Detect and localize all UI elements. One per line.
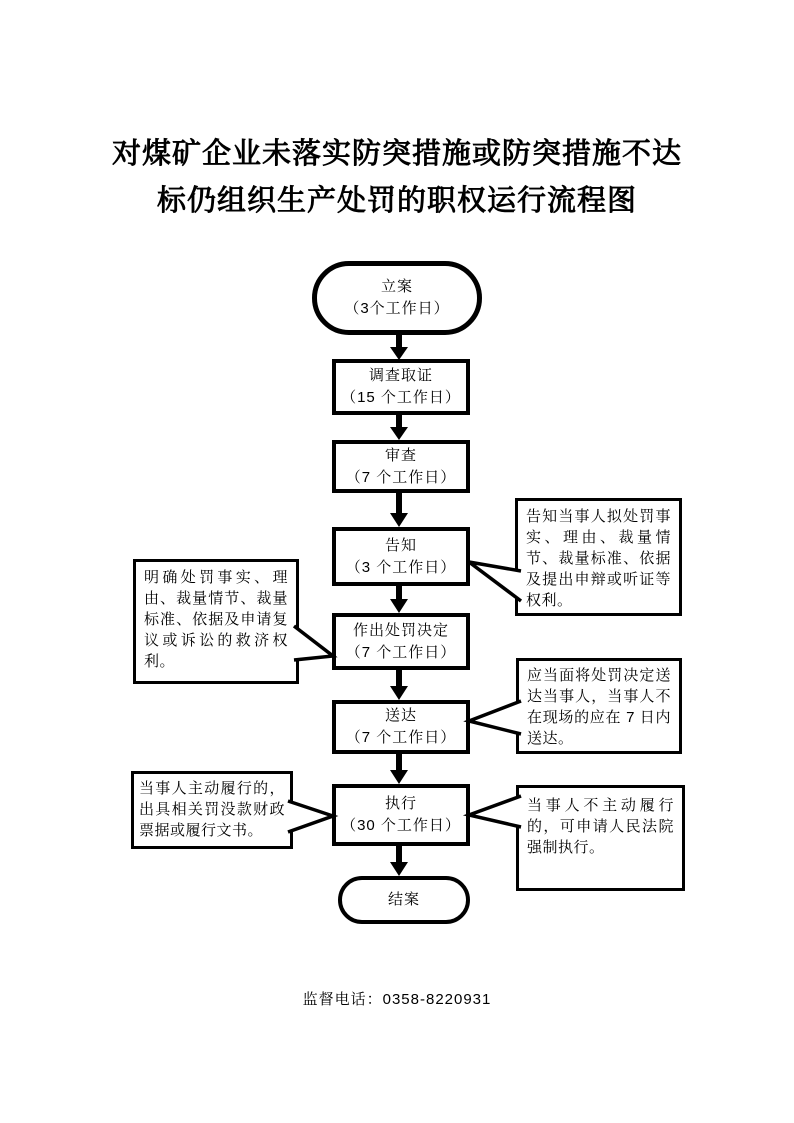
- step-duration: （7 个工作日）: [345, 643, 457, 661]
- end-label: 结案: [387, 891, 420, 908]
- annotation-enforcement-note: [516, 785, 685, 891]
- step-duration: （30 个工作日）: [341, 817, 461, 834]
- annotation-delivery-note: [516, 658, 682, 754]
- flow-step-delivery: [332, 700, 470, 754]
- step-label: 送达: [384, 707, 417, 724]
- page-title-line2: 标仍组织生产处罚的职权运行流程图: [156, 185, 637, 217]
- step-label: 审查: [384, 446, 417, 464]
- annotation-remedy-rights: [133, 559, 299, 684]
- page-title: [0, 131, 794, 225]
- step-label: 调查取证: [368, 367, 433, 384]
- annotation-text: 当事人不主动履行的，可申请人民法院强制执行。: [527, 797, 674, 856]
- start-duration: （3个工作日）: [344, 300, 450, 317]
- step-duration: （15 个工作日）: [341, 389, 461, 406]
- supervision-phone-text: 监督电话：0358-8220931: [302, 991, 492, 1008]
- page-title-line1: 对煤矿企业未落实防突措施或防突措施不达: [111, 138, 682, 170]
- annotation-text: 当事人主动履行的，出具相关罚没款财政票据或履行文书。: [139, 780, 285, 839]
- step-duration: （7 个工作日）: [345, 729, 457, 746]
- step-duration: （7 个工作日）: [345, 468, 457, 486]
- start-label: 立案: [380, 278, 413, 295]
- flow-step-notification: [332, 527, 470, 586]
- step-label: 执行: [384, 795, 417, 812]
- annotation-text: 明确处罚事实、理由、裁量情节、裁量标准、依据及申请复议或诉讼的救济权利。: [144, 569, 288, 670]
- flow-start-terminator: [312, 261, 482, 335]
- annotation-text: 应当面将处罚决定送达当事人，当事人不在现场的应在 7 日内送达。: [527, 667, 671, 747]
- supervision-phone: [0, 988, 794, 1009]
- flow-step-enforcement: [332, 784, 470, 846]
- annotation-notify-rights: [515, 498, 682, 616]
- annotation-text: 告知当事人拟处罚事实、理由、裁量情节、裁量标准、依据及提出申辩或听证等权利。: [526, 508, 671, 609]
- flow-step-decision: [332, 613, 470, 670]
- flow-end-terminator: [338, 876, 470, 924]
- annotation-voluntary-note: [131, 771, 293, 849]
- step-label: 告知: [384, 536, 417, 554]
- flow-step-review: [332, 440, 470, 493]
- step-duration: （3 个工作日）: [345, 558, 457, 576]
- flow-step-investigation: [332, 359, 470, 415]
- step-label: 作出处罚决定: [352, 621, 449, 639]
